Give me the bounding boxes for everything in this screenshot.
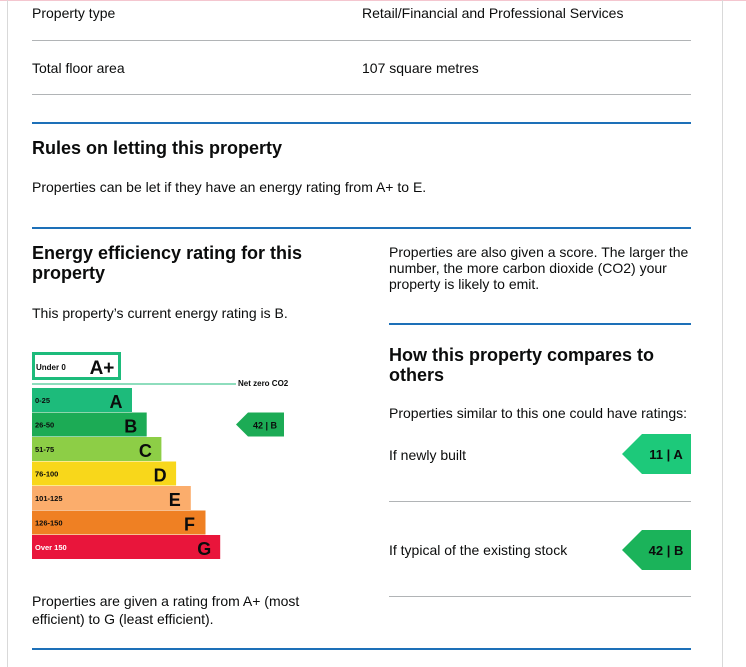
letting-text: Properties can be let if they have an energy rating from A+ to E. — [32, 179, 427, 195]
section-divider — [32, 122, 691, 124]
energy-band-g-range: Over 150 — [35, 543, 67, 552]
efficiency-heading: Energy efficiency rating for this property — [32, 243, 303, 283]
energy-band-c-range: 51-75 — [35, 445, 55, 454]
current-rating-marker-label: 42 | B — [252, 420, 278, 431]
compare-label-new: If newly built — [389, 447, 467, 463]
frame-top-border — [0, 0, 746, 1]
rating-arrow-typical-label: 42 | B — [648, 543, 684, 558]
energy-rating-chart — [32, 352, 302, 567]
compare-intro: Properties similar to this one could have ratings: — [389, 405, 688, 421]
letting-heading: Rules on letting this property — [32, 138, 283, 158]
frame-right-border — [722, 0, 723, 667]
floor-area-value: 107 square metres — [362, 60, 479, 76]
row-divider — [389, 596, 691, 597]
rating-arrow-typical — [622, 530, 691, 570]
energy-band-b-letter: B — [124, 416, 138, 437]
section-divider — [32, 648, 691, 650]
energy-band-c-letter: C — [138, 441, 152, 461]
property-type-label: Property type — [32, 5, 116, 21]
aplus-band-range: Under 0 — [36, 363, 66, 372]
energy-band-g-letter: G — [197, 539, 212, 559]
energy-band-d-letter: D — [153, 465, 167, 486]
energy-band-e-letter: E — [168, 490, 181, 510]
compare-label-typical: If typical of the existing stock — [389, 542, 568, 558]
floor-area-label: Total floor area — [32, 60, 125, 76]
energy-band-e-range: 101-125 — [35, 494, 63, 503]
section-divider — [389, 323, 691, 325]
energy-band-a-letter: A — [109, 392, 123, 412]
rating-arrow-new-label: 11 | A — [649, 447, 683, 462]
aplus-band-letter: A+ — [89, 358, 115, 379]
row-divider — [32, 40, 691, 41]
row-divider — [32, 94, 691, 95]
rating-arrow-new — [622, 434, 691, 474]
energy-band-f-range: 126-150 — [35, 518, 63, 528]
property-type-value: Retail/Financial and Professional Services — [362, 5, 624, 21]
row-divider — [389, 501, 691, 502]
rating-footnote: Properties are given a rating from A+ (most efficient) to G (least efficient). — [32, 593, 300, 627]
current-rating-text: This property’s current energy rating is B. — [32, 305, 288, 321]
compare-heading: How this property compares to others — [389, 345, 655, 385]
energy-band-d-range: 76-100 — [35, 469, 59, 479]
energy-band-f-letter: F — [184, 514, 195, 535]
net-zero-label: Net zero CO2 — [238, 379, 289, 388]
energy-band-a-range: 0-25 — [35, 396, 51, 405]
energy-band-b-range: 26-50 — [35, 420, 55, 430]
score-info-text: Properties are also given a score. The larger the number, the more carbon dioxide (CO2) your property is likely to emit. — [389, 244, 689, 292]
section-divider — [32, 227, 691, 229]
frame-left-border — [7, 0, 8, 667]
